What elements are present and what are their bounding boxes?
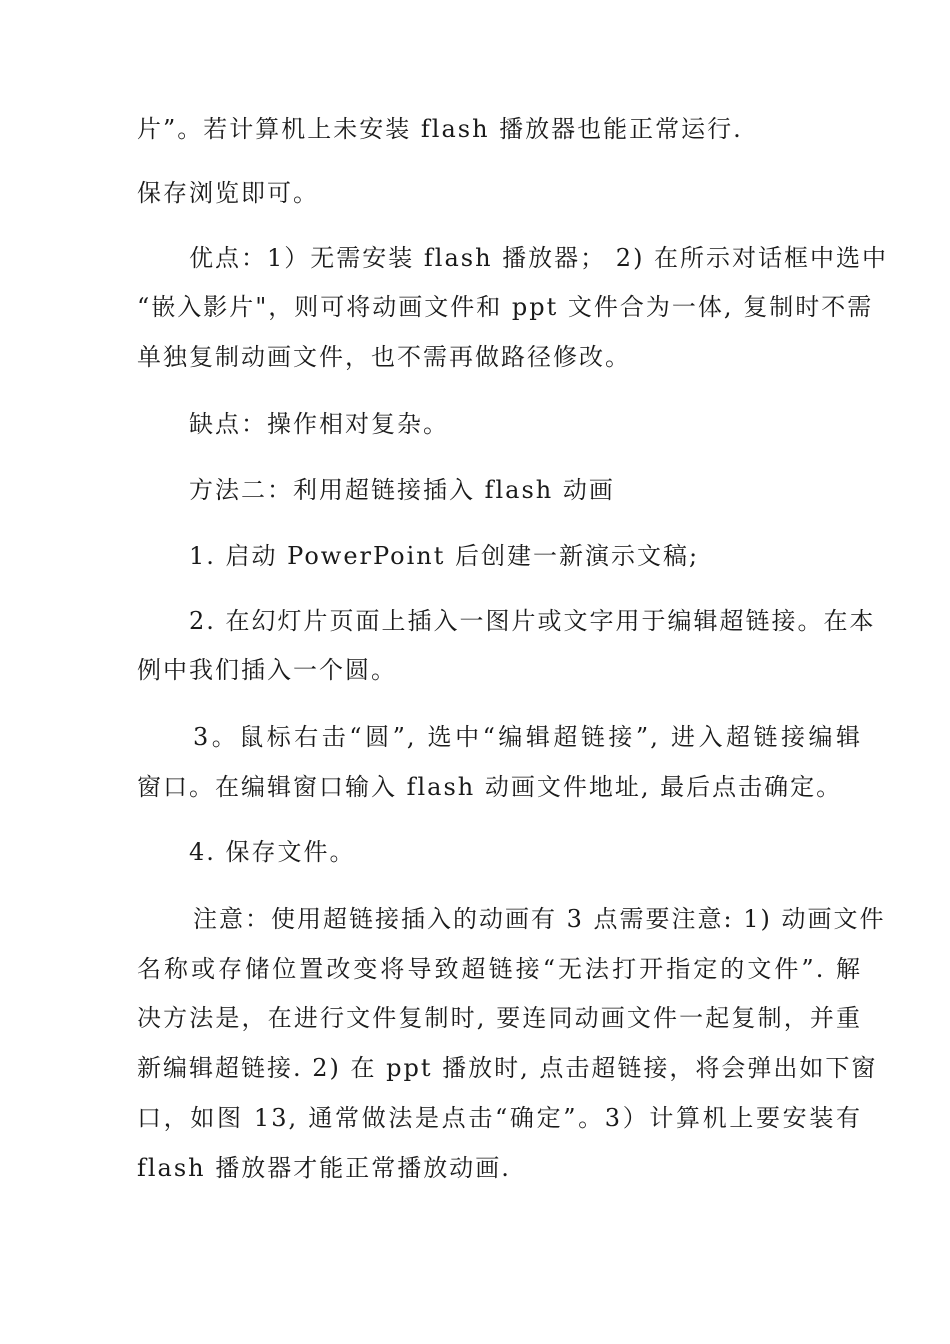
step-3-line: 3。鼠标右击“圆”, 选中“编辑超链接”, 进入超链接编辑	[193, 723, 862, 751]
text-line-12: 窗口。在编辑窗口输入 flash 动画文件地址, 最后点击确定。	[137, 773, 843, 801]
text-line-17: 新编辑超链接. 2) 在 ppt 播放时, 点击超链接，将会弹出如下窗	[137, 1054, 878, 1082]
text-line-10: 例中我们插入一个圆。	[137, 656, 397, 684]
text-line-19: flash 播放器才能正常播放动画.	[137, 1154, 511, 1182]
text-line-16: 决方法是，在进行文件复制时, 要连同动画文件一起复制，并重	[137, 1004, 862, 1032]
text-line-18: 口，如图 13, 通常做法是点击“确定”。3）计算机上要安装有	[137, 1104, 862, 1132]
text-line-1: 片”。若计算机上未安装 flash 播放器也能正常运行.	[137, 115, 743, 143]
step-4-line: 4. 保存文件。	[189, 838, 356, 866]
text-line-15: 名称或存储位置改变将导致超链接“无法打开指定的文件”. 解	[137, 955, 862, 983]
text-line-2: 保存浏览即可。	[137, 179, 319, 207]
section-heading-method-two: 方法二：利用超链接插入 flash 动画	[189, 476, 615, 504]
text-line-disadvantages: 缺点：操作相对复杂。	[189, 410, 449, 438]
text-line-5: 单独复制动画文件，也不需再做路径修改。	[137, 343, 631, 371]
note-line: 注意：使用超链接插入的动画有 3 点需要注意: 1) 动画文件	[193, 905, 886, 933]
text-line-advantages: 优点：1）无需安装 flash 播放器； 2) 在所示对话框中选中	[189, 244, 889, 272]
step-2-line: 2. 在幻灯片页面上插入一图片或文字用于编辑超链接。在本	[189, 607, 876, 635]
text-line-4: “嵌入影片"，则可将动画文件和 ppt 文件合为一体, 复制时不需	[137, 293, 874, 321]
step-1-line: 1. 启动 PowerPoint 后创建一新演示文稿;	[189, 542, 700, 570]
